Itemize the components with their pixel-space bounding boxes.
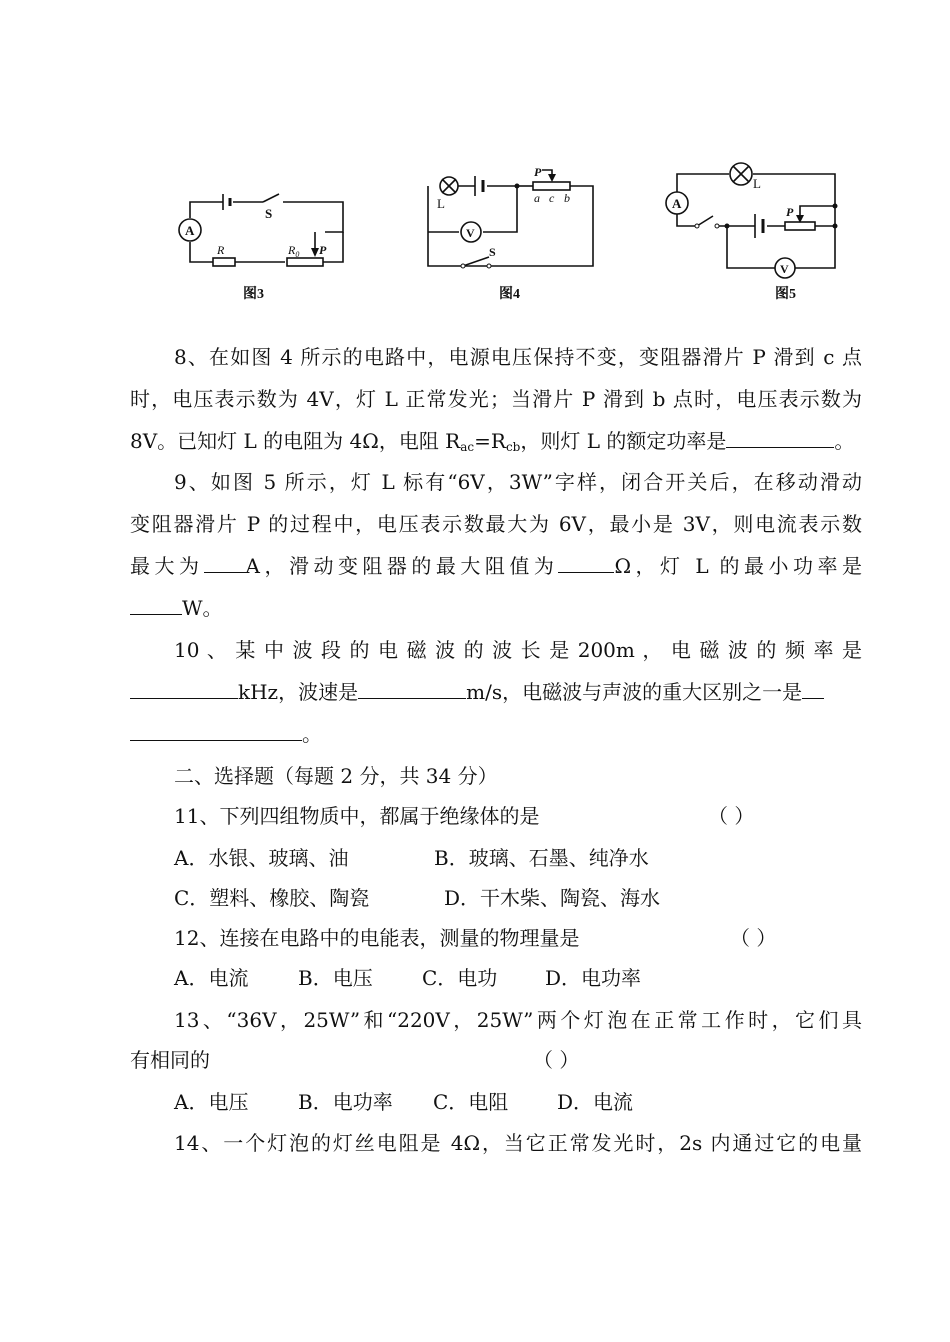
q10-blank-difference-cont[interactable] [130,722,302,741]
fig4-s-label: S [489,245,496,259]
q12-option-d[interactable]: D．电功率 [545,966,642,990]
q8-eq: =R [474,429,506,453]
q13-line-2: 有相同的 [130,1048,210,1072]
q8-line-3 [130,429,862,459]
fig3-switch-label: S [265,206,273,221]
q10-blank-difference[interactable] [802,680,824,699]
q9-line-2: 变阻器滑片 P 的过程中，电压表示数最大为 6V，最小是 3V，则电流表示数 [130,512,862,536]
q9-line-3-b: A，滑动变阻器的最大阻值为 [245,554,559,578]
fig3-p-label: P [319,243,327,257]
q9-line-3-c: Ω，灯 L 的最小功率是 [614,554,863,578]
q9-blank-resistance[interactable] [558,554,614,573]
q11-option-b[interactable]: B．玻璃、石墨、纯净水 [434,846,649,870]
q10-blank-frequency[interactable] [130,680,238,699]
figure-4-circuit [425,162,600,302]
q12-option-a[interactable]: A．电流 [174,966,249,990]
q10-line-2-a: kHz，波速是 [238,680,359,704]
fig3-ammeter-label: A [185,223,195,238]
fig5-caption: 图5 [775,287,796,302]
fig4-b-label: b [564,191,570,205]
q13-option-a[interactable]: A．电压 [174,1090,249,1114]
q8-line-1: 8、在如图 4 所示的电路中，电源电压保持不变，变阻器滑片 P 滑到 c 点 [174,345,862,369]
fig5-p-label: P [786,205,794,219]
q10-line-2 [130,680,862,704]
q11-option-c[interactable]: C．塑料、橡胶、陶瓷 [174,886,370,910]
q8-line-3-text: 8V。已知灯 L 的电阻为 4Ω，电阻 R [130,429,461,453]
q9-line-1: 9、如图 5 所示，灯 L 标有“6V，3W”字样，闭合开关后，在移动滑动 [174,470,862,494]
fig4-c-label: c [549,191,555,205]
q12-option-b[interactable]: B．电压 [298,966,373,990]
q12-stem: 12、连接在电路中的电能表，测量的物理量是 [174,926,580,950]
q9-blank-current[interactable] [204,554,246,573]
section-2-heading: 二、选择题（每题 2 分，共 34 分） [174,764,498,788]
q12-option-c[interactable]: C．电功 [422,966,498,990]
q11-option-d[interactable]: D．干木柴、陶瓷、海水 [444,886,661,910]
fig5-ammeter-label: A [672,196,682,211]
fig4-a-label: a [534,191,540,205]
q13-option-b[interactable]: B．电功率 [298,1090,393,1114]
q8-line-2: 时，电压表示数为 4V，灯 L 正常发光；当滑片 P 滑到 b 点时，电压表示数为 [130,387,862,411]
figure-3-circuit [175,180,360,305]
q14-line-1: 14、一个灯泡的灯丝电阻是 4Ω，当它正常发光时，2s 内通过它的电量 [174,1131,862,1155]
q9-blank-power[interactable] [130,596,182,615]
q13-option-c[interactable]: C．电阻 [433,1090,509,1114]
fig5-voltmeter-label: V [780,262,789,276]
fig3-r0-label: $R_0$ [288,243,300,259]
q11-stem: 11、下列四组物质中，都属于绝缘体的是 [174,804,540,828]
q13-option-d[interactable]: D．电流 [557,1090,634,1114]
fig3-r-label: R [217,243,225,257]
circuit-figures [0,0,950,320]
q12-paren: （ ） [730,926,777,950]
q10-blank-speed[interactable] [358,680,466,699]
q10-line-1: 10 、 某 中 波 段 的 电 磁 波 的 波 长 是 200m ， 电 磁 波 的 频 率 是 [174,638,862,662]
fig3-caption: 图3 [243,287,264,302]
fig4-caption: 图4 [499,287,520,302]
q8-answer-blank[interactable] [726,429,834,448]
q10-line-3-text: 。 [302,722,322,746]
q10-line-2-b: m/s，电磁波与声波的重大区别之一是 [466,680,803,704]
q9-line-3 [130,554,862,578]
q11-paren: （ ） [708,804,755,828]
fig4-voltmeter-label: V [466,226,475,240]
fig4-p-label: P [534,165,542,179]
q10-line-3 [130,722,862,746]
figure-5-circuit [665,158,845,303]
q8-sub-cb: cb [505,440,521,454]
q8-sub-ac: ac [460,440,475,454]
q8-line-3-rest: ，则灯 L 的额定功率是 [520,429,727,453]
q8-line-3-end: 。 [834,429,855,453]
q13-line-1: 13、“36V，25W”和“220V，25W”两个灯泡在正常工作时，它们具 [174,1008,862,1032]
fig4-l-label: L [437,196,445,211]
q11-option-a[interactable]: A．水银、玻璃、油 [174,846,349,870]
fig5-l-label: L [753,176,761,191]
q9-line-4 [130,596,862,620]
q13-paren: （ ） [533,1048,580,1072]
q9-line-4-text: W。 [182,596,223,620]
q9-line-3-a: 最大为 [130,554,204,578]
